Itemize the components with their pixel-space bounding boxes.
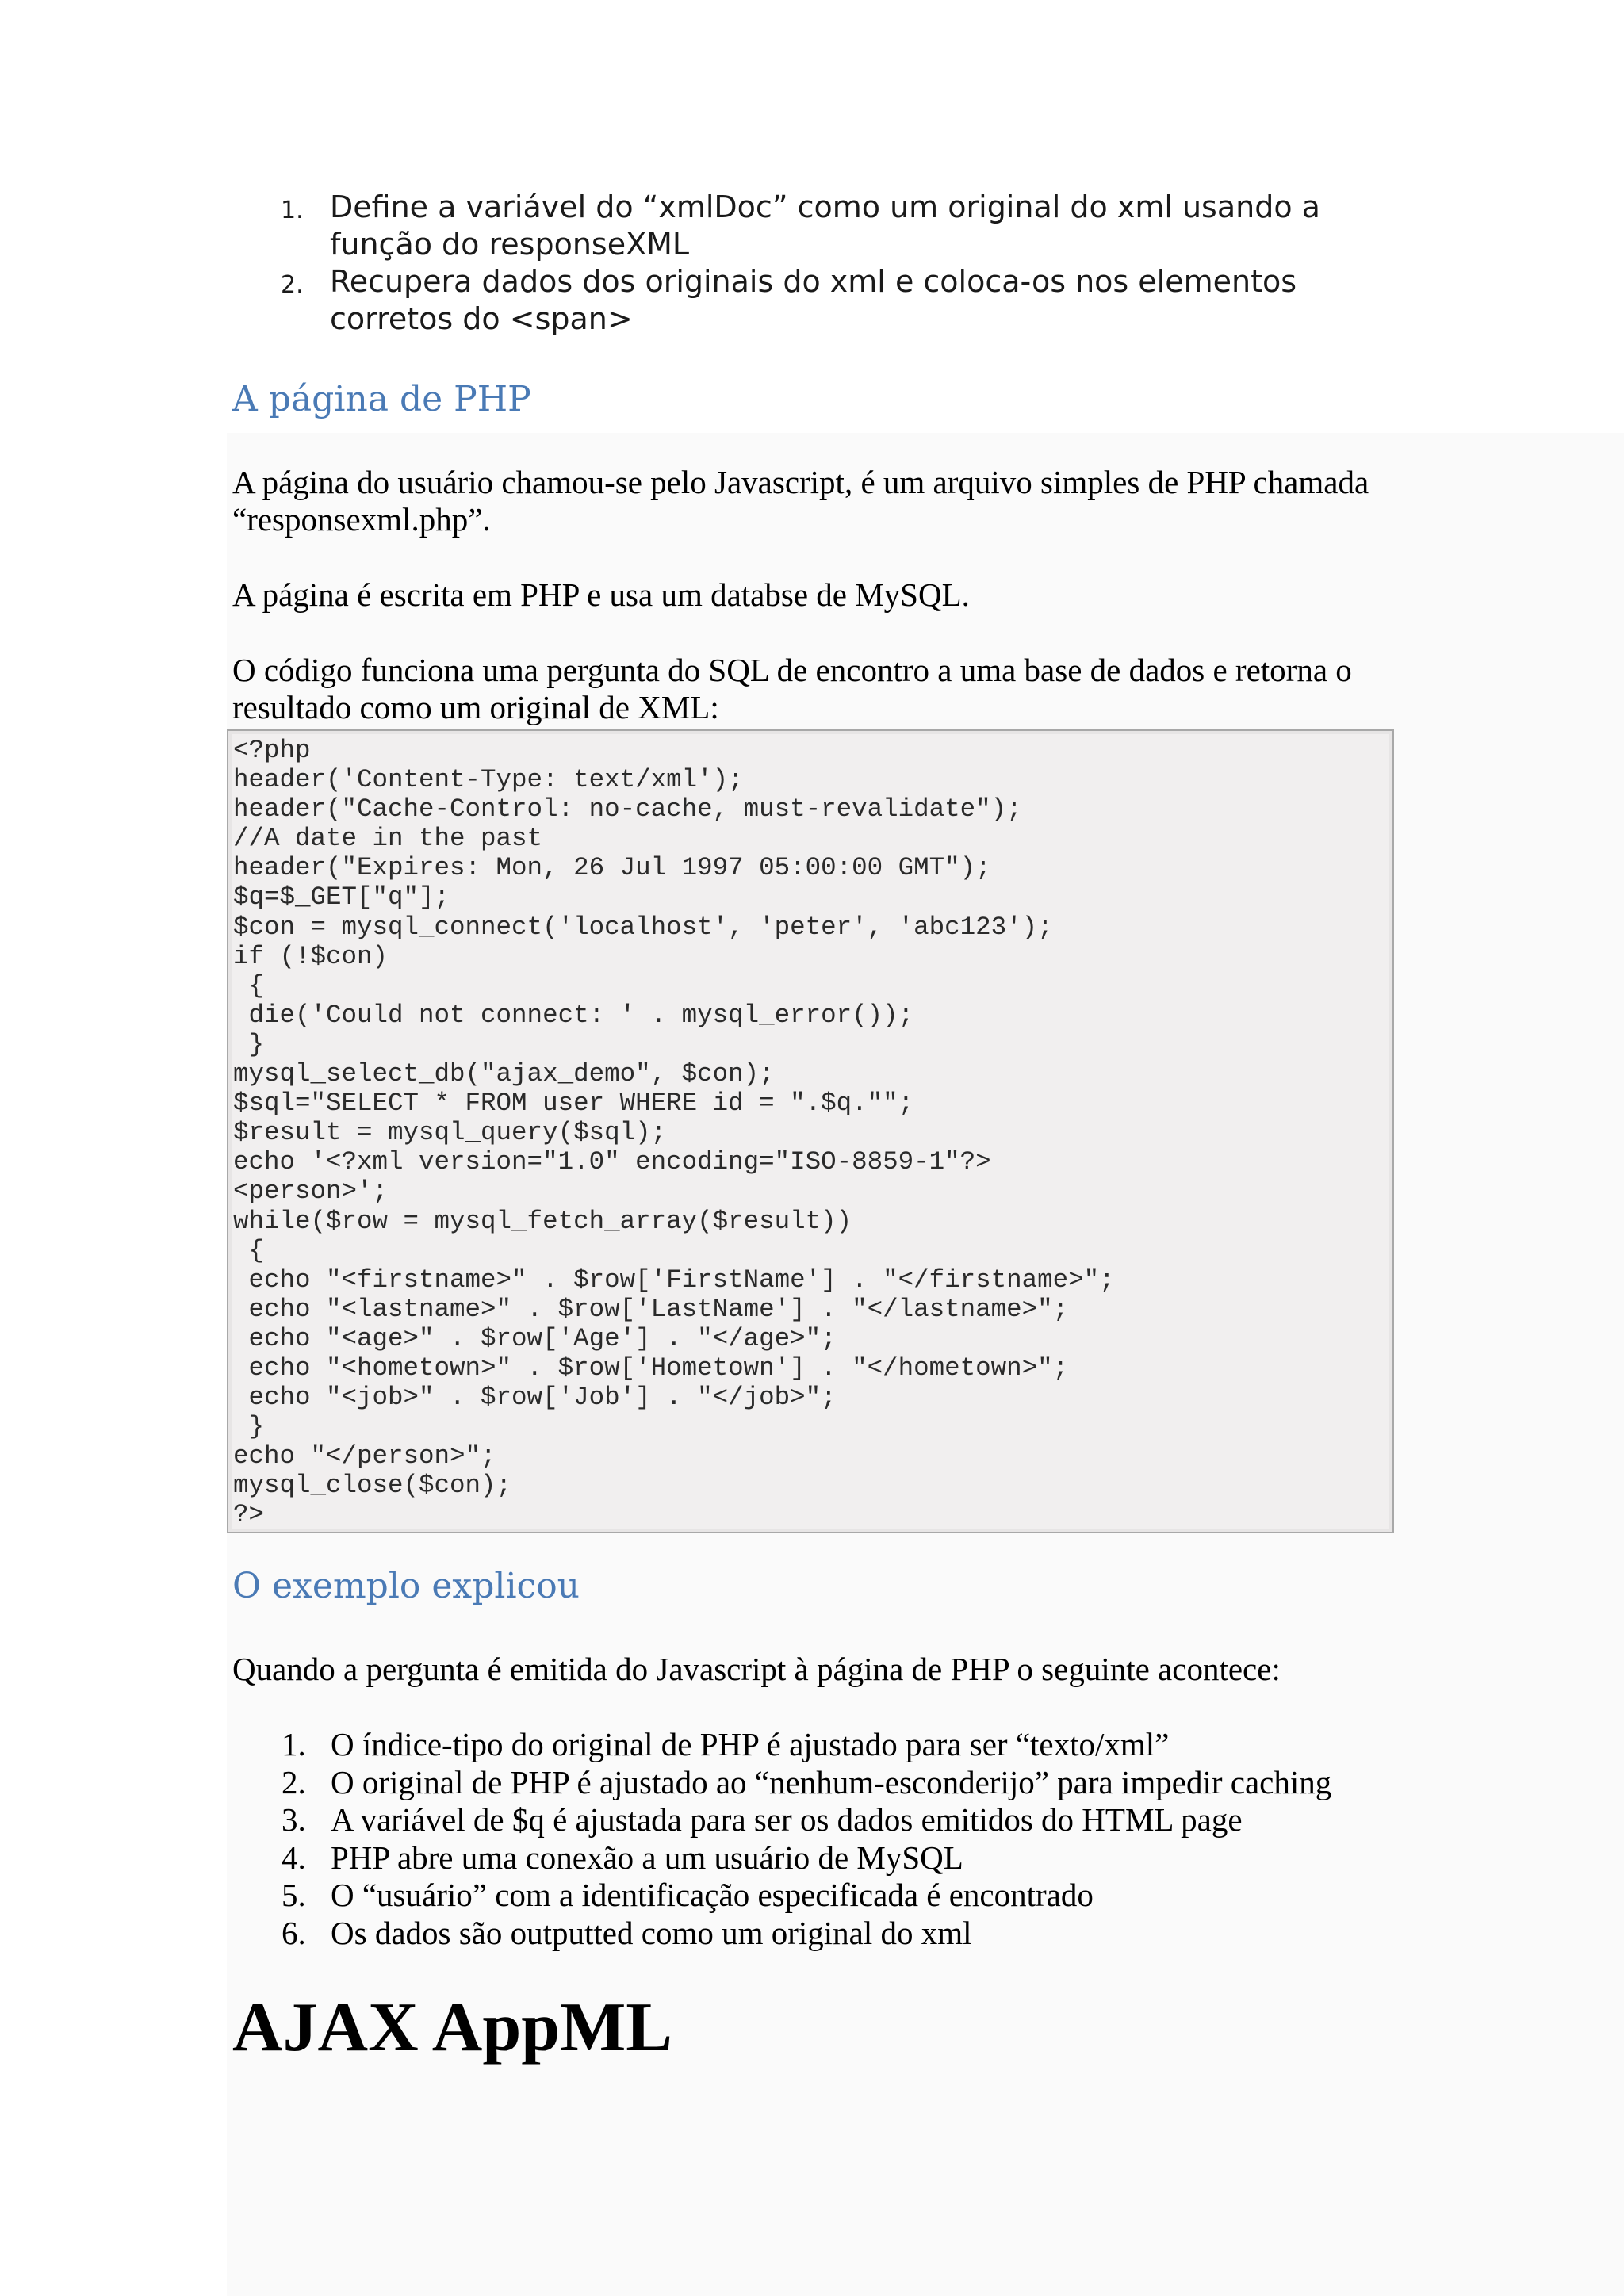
php-paragraph-1: A página do usuário chamou-se pelo Javascript, é um arquivo simples de PHP chamada “responsexml.php”. [232,464,1369,538]
php-page-heading: A página de PHP [232,379,531,419]
list-number: 4. [282,1839,306,1876]
intro-list [227,189,1385,338]
list-number: 3. [282,1801,306,1838]
php-paragraph-3: O código funciona uma pergunta do SQL de encontro a uma base de dados e retorna o resultado como um original de XML: [232,652,1352,725]
next-section-title: AJAX AppML [232,1989,672,2066]
list-number: 6. [282,1914,306,1951]
list-number: 2. [282,1763,306,1800]
example-steps [232,1726,1331,1952]
list-item [232,1764,1331,1802]
list-item [232,1801,1331,1839]
list-number: 1. [282,1726,306,1762]
list-text: Os dados são outputted como um original do xml [331,1914,972,1951]
list-item [227,189,1385,263]
list-text: O original de PHP é ajustado ao “nenhum-esconderijo” para impedir caching [331,1763,1332,1800]
list-number: 2. [281,271,304,299]
php-paragraph-2: A página é escrita em PHP e usa um databse de MySQL. [232,576,970,613]
list-item [227,263,1385,338]
list-item [232,1915,1331,1953]
list-text: Define a variável do “xmlDoc” como um original do xml usando a função do responseXML [330,189,1320,262]
list-text: O índice-tipo do original de PHP é ajustado para ser “texto/xml” [331,1726,1170,1762]
list-number: 5. [282,1877,306,1913]
list-number: 1. [281,197,304,224]
list-text: O “usuário” com a identificação especificada é encontrado [331,1877,1094,1913]
example-heading: O exemplo explicou [232,1566,580,1606]
list-item [232,1726,1331,1764]
list-text: A variável de $q é ajustada para ser os dados emitidos do HTML page [331,1801,1243,1838]
list-text: Recupera dados dos originais do xml e coloca-os nos elementos corretos do <span> [330,264,1297,336]
example-intro: Quando a pergunta é emitida do Javascript à página de PHP o seguinte acontece: [232,1651,1281,1687]
php-code-block [227,729,1394,1533]
list-item [232,1877,1331,1915]
list-item [232,1839,1331,1877]
list-text: PHP abre uma conexão a um usuário de MySQL [331,1839,963,1876]
php-code: <?php header('Content-Type: text/xml'); header("Cache-Control: no-cache, must-revalidate"); //A date in the past header("Expires: Mon, 26 Jul 1997 05:00:00 GMT"); $q=$_GET["q"]; $con = mysql_connect('localhost', 'peter', 'abc123'); if (!$con) { die('Could not connect: ' . mysql_error()); } mysql_select_db("ajax_demo", $con); $sql="SELECT * FROM user WHERE id = ".$q.""; $result = mysql_query($sql); echo '<?xml version="1.0" encoding="ISO-8859-1"?> <person>'; while($row = mysql_fetch_array($result)) { echo "<firstname>" . $row['FirstName'] . "</firstname>"; echo "<lastname>" . $row['LastName'] . "</lastname>"; echo "<age>" . $row['Age'] . "</age>"; echo "<hometown>" . $row['Hometown'] . "</hometown>"; echo "<job>" . $row['Job'] . "</job>"; } echo "</person>"; mysql_close($con); ?> [233,736,1115,1530]
